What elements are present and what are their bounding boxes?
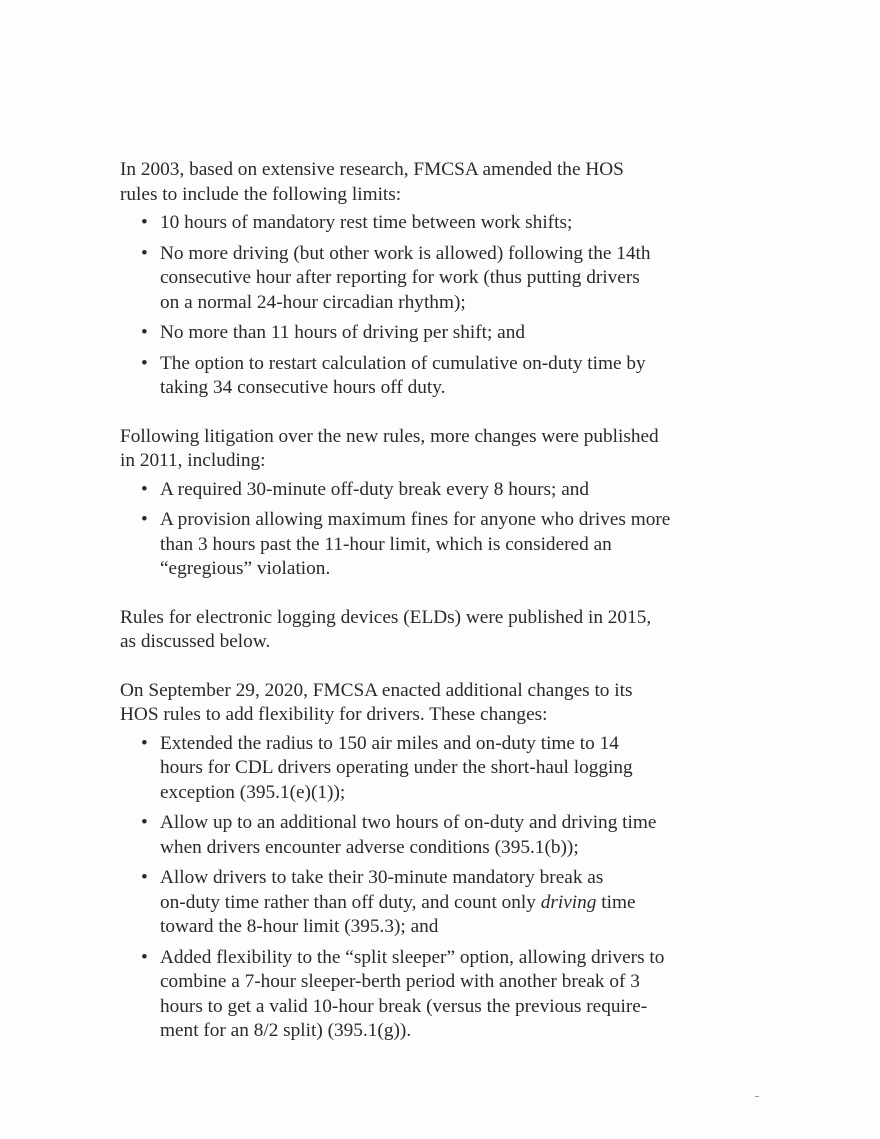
text-line: “egregious” violation. (160, 558, 331, 579)
text-line: toward the 8-hour limit (395.3); and (160, 916, 439, 937)
text-line: A provision allowing maximum fines for anyone who drives more (160, 509, 671, 530)
text-line: rules to include the following limits: (120, 183, 402, 205)
text-line: combine a 7-hour sleeper-berth period with another break of 3 (160, 971, 640, 992)
text-line: Allow up to an additional two hours of on-duty and driving time (160, 812, 657, 833)
list-item (120, 478, 820, 503)
text-line: Following litigation over the new rules, more changes were published (120, 425, 659, 447)
list-item (120, 211, 820, 236)
document-page (120, 158, 820, 1044)
bullet-icon: • (141, 242, 148, 264)
text-line: Allow drivers to take their 30-minute mandatory break as (160, 867, 604, 888)
text-line: A required 30-minute off-duty break every 8 hours; and (160, 478, 590, 500)
bullet-list (120, 732, 820, 1044)
list-item (120, 946, 820, 1044)
bullet-icon: • (141, 352, 148, 374)
paragraph-eld-rules (120, 606, 820, 655)
text-line: 10 hours of mandatory rest time between work shifts; (160, 212, 573, 233)
list-item (120, 508, 820, 582)
text-line: The option to restart calculation of cumulative on-duty time by (160, 352, 646, 374)
text-span: on-duty time rather than off duty, and count only (160, 891, 541, 913)
text-span: time (596, 891, 636, 913)
bullet-list (120, 211, 820, 401)
paragraph-2003-rules (120, 158, 820, 401)
bullet-icon: • (141, 212, 148, 233)
text-line: taking 34 consecutive hours off duty. (160, 377, 446, 398)
text-line: consecutive hour after reporting for work (thus putting drivers (160, 267, 640, 288)
bullet-icon: • (141, 812, 148, 833)
bullet-icon: • (141, 478, 148, 500)
list-item (120, 321, 820, 346)
bullet-icon: • (141, 732, 148, 754)
list-item (120, 811, 820, 860)
text-line: Rules for electronic logging devices (ELDs) were published in 2015, (120, 606, 652, 628)
text-line: No more than 11 hours of driving per shift; and (160, 322, 526, 343)
text-line: as discussed below. (120, 631, 271, 652)
text-line: Added flexibility to the “split sleeper” option, allowing drivers to (160, 946, 665, 968)
list-item (120, 352, 820, 401)
bullet-list (120, 478, 820, 582)
text-line: ment for an 8/2 split) (395.1(g)). (160, 1020, 412, 1041)
text-line: in 2011, including: (120, 450, 266, 471)
text-line: than 3 hours past the 11-hour limit, which is considered an (160, 533, 612, 555)
text-line: when drivers encounter adverse conditions (395.1(b)); (160, 836, 579, 858)
bullet-icon: • (141, 322, 148, 343)
page-mark (755, 1096, 759, 1097)
list-item (120, 732, 820, 806)
text-line: No more driving (but other work is allowed) following the 14th (160, 242, 651, 264)
paragraph-2011-changes (120, 425, 820, 582)
text-line (160, 891, 820, 916)
paragraph-2020-changes (120, 679, 820, 1044)
text-line: Extended the radius to 150 air miles and on-duty time to 14 (160, 732, 619, 754)
text-line: exception (395.1(e)(1)); (160, 781, 346, 803)
bullet-icon: • (141, 867, 148, 888)
bullet-icon: • (141, 509, 148, 530)
text-line: HOS rules to add flexibility for drivers. These changes: (120, 704, 548, 725)
list-item (120, 242, 820, 316)
text-line: On September 29, 2020, FMCSA enacted additional changes to its (120, 679, 633, 701)
text-line: hours for CDL drivers operating under the short-haul logging (160, 757, 633, 778)
text-line: hours to get a valid 10-hour break (versus the previous require- (160, 995, 648, 1017)
italic-emphasis: driving (540, 891, 597, 913)
bullet-icon: • (141, 946, 148, 968)
text-line: In 2003, based on extensive research, FMCSA amended the HOS (120, 159, 624, 180)
text-line: on a normal 24-hour circadian rhythm); (160, 291, 466, 313)
list-item (120, 866, 820, 940)
